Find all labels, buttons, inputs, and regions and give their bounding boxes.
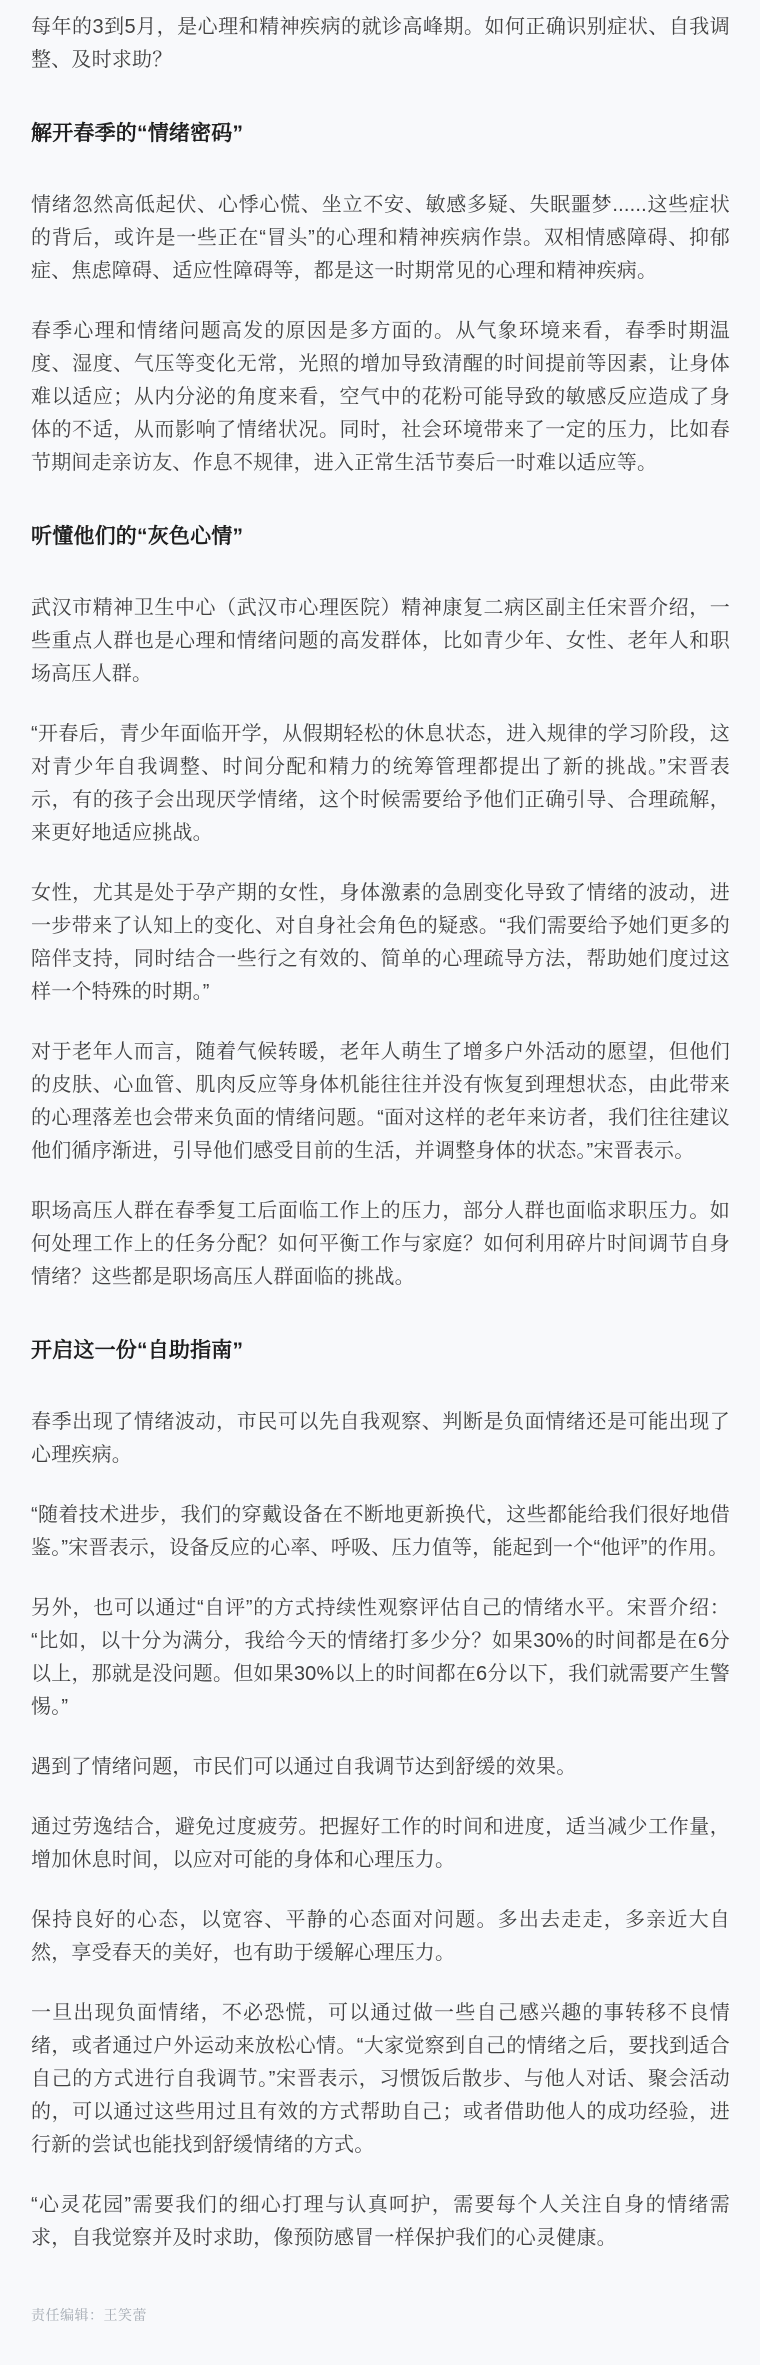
paragraph: 女性，尤其是处于孕产期的女性，身体激素的急剧变化导致了情绪的波动，进一步带来了认知上的变化、对自身社会角色的疑惑。“我们需要给予她们更多的陪伴支持，同时结合一些行之有效的、简单的心理疏导方法，帮助她们度过这样一个特殊的时期。” [31,882,730,1003]
paragraph: “开春后，青少年面临开学，从假期轻松的休息状态，进入规律的学习阶段，这对青少年自我调整、时间分配和精力的统筹管理都提出了新的挑战。”宋晋表示，有的孩子会出现厌学情绪，这个时候需要给予他们正确引导、合理疏解，来更好地适应挑战。 [31,723,730,844]
paragraph: 春季心理和情绪问题高发的原因是多方面的。从气象环境来看，春季时期温度、湿度、气压等变化无常，光照的增加导致清醒的时间提前等因素，让身体难以适应；从内分泌的角度来看，空气中的花粉可能导致的敏感反应造成了身体的不适，从而影响了情绪状况。同时，社会环境带来了一定的压力，比如春节期间走亲访友、作息不规律，进入正常生活节奏后一时难以适应等。 [31,320,730,474]
section-heading: 解开春季的“情绪密码” [31,122,244,145]
paragraph: 遇到了情绪问题，市民们可以通过自我调节达到舒缓的效果。 [31,1756,577,1778]
paragraph: 保持良好的心态，以宽容、平静的心态面对问题。多出去走走，多亲近大自然，享受春天的美好，也有助于缓解心理压力。 [31,1909,730,1964]
paragraph: “随着技术进步，我们的穿戴设备在不断地更新换代，这些都能给我们很好地借鉴。”宋晋表示，设备反应的心率、呼吸、压力值等，能起到一个“他评”的作用。 [31,1504,730,1559]
article-blocks [31,11,730,2255]
paragraph: 职场高压人群在春季复工后面临工作上的压力，部分人群也面临求职压力。如何处理工作上的任务分配？如何平衡工作与家庭？如何利用碎片时间调节自身情绪？这些都是职场高压人群面临的挑战。 [31,1200,730,1288]
paragraph: 对于老年人而言，随着气候转暖，老年人萌生了增多户外活动的愿望，但他们的皮肤、心血管、肌肉反应等身体机能往往并没有恢复到理想状态，由此带来的心理落差也会带来负面的情绪问题。“面对这样的老年来访者，我们往往建议他们循序渐进，引导他们感受目前的生活，并调整身体的状态。”宋晋表示。 [31,1041,730,1162]
paragraph: 一旦出现负面情绪，不必恐慌，可以通过做一些自己感兴趣的事转移不良情绪，或者通过户外运动来放松心情。“大家觉察到自己的情绪之后，要找到适合自己的方式进行自我调节。”宋晋表示，习惯饭后散步、与他人对话、聚会活动的，可以通过这些用过且有效的方式帮助自己；或者借助他人的成功经验，进行新的尝试也能找到舒缓情绪的方式。 [31,2002,730,2156]
section-heading: 开启这一份“自助指南” [31,1339,244,1362]
editor-credit: 责任编辑：王笑蕾 [31,2307,147,2323]
paragraph: 通过劳逸结合，避免过度疲劳。把握好工作的时间和进度，适当减少工作量，增加休息时间，以应对可能的身体和心理压力。 [31,1816,730,1871]
paragraph: 每年的3到5月，是心理和精神疾病的就诊高峰期。如何正确识别症状、自我调整、及时求助？ [31,16,730,71]
paragraph: 武汉市精神卫生中心（武汉市心理医院）精神康复二病区副主任宋晋介绍，一些重点人群也是心理和情绪问题的高发群体，比如青少年、女性、老年人和职场高压人群。 [31,597,730,685]
paragraph: 另外，也可以通过“自评”的方式持续性观察评估自己的情绪水平。宋晋介绍：“比如，以十分为满分，我给今天的情绪打多少分？如果30%的时间都是在6分以上，那就是没问题。但如果30%以上的时间都在6分以下，我们就需要产生警惕。” [31,1597,730,1718]
paragraph: 春季出现了情绪波动，市民可以先自我观察、判断是负面情绪还是可能出现了心理疾病。 [31,1411,730,1466]
paragraph: “心灵花园”需要我们的细心打理与认真呵护，需要每个人关注自身的情绪需求，自我觉察并及时求助，像预防感冒一样保护我们的心灵健康。 [31,2194,730,2249]
section-heading: 听懂他们的“灰色心情” [31,525,244,548]
paragraph: 情绪忽然高低起伏、心悸心慌、坐立不安、敏感多疑、失眠噩梦......这些症状的背后，或许是一些正在“冒头”的心理和精神疾病作祟。双相情感障碍、抑郁症、焦虑障碍、适应性障碍等，都是这一时期常见的心理和精神疾病。 [31,194,730,282]
